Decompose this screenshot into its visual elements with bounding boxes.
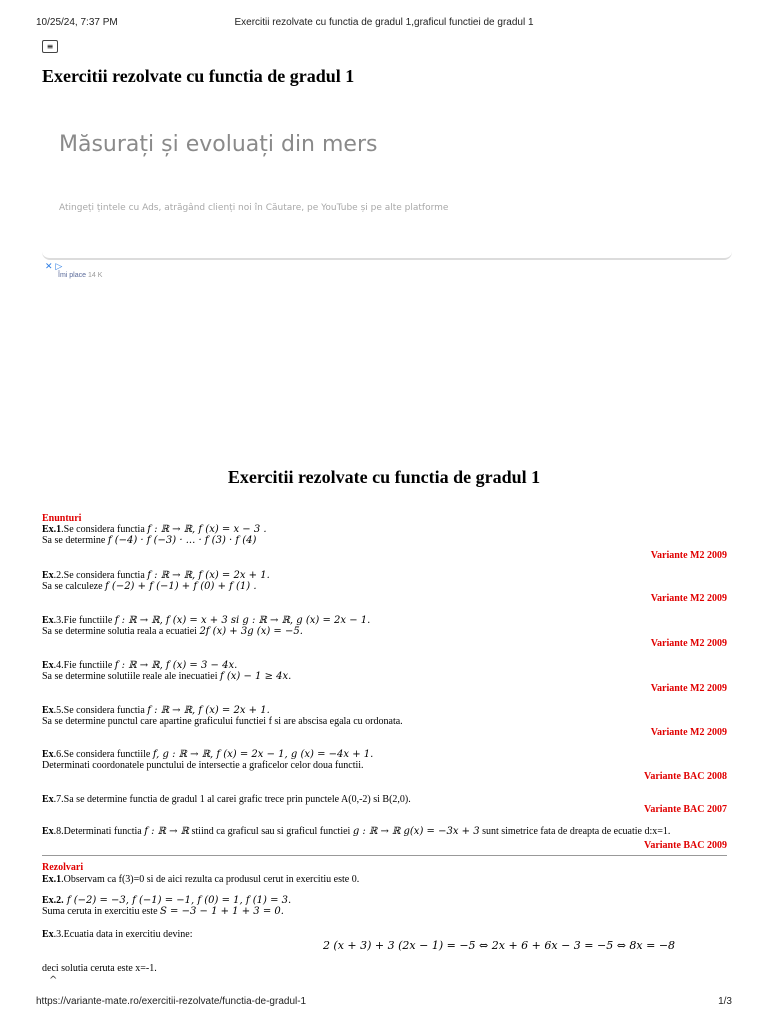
site-title: Exercitii rezolvate cu functia de gradul 1 [42,66,355,86]
exercise-7: Ex.7.Sa se determine functia de gradul 1 al carei grafic trece prin punctele A(0,-2) si B(2,0). [42,794,411,805]
exercise-1-formula: f : ℝ → ℝ, f (x) = x − 3 . [147,524,267,535]
exercise-3: Ex.3.Fie functiile f : ℝ → ℝ, f (x) = x + 3 si g : ℝ → ℝ, g (x) = 2x − 1. Sa se determine solutia reala a ecuatiei 2f (x) + 3g (x) = −5. [42,615,371,637]
scroll-up-icon[interactable]: ^ [49,975,58,986]
exercise-4: Ex.4.Fie functiile f : ℝ → ℝ, f (x) = 3 − 4x. Sa se determine solutiile reale ale inecuatiei f (x) − 1 ≥ 4x. [42,660,292,682]
ad-banner[interactable] [42,110,732,260]
exercise-1: Ex.1.Se considera functia f : ℝ → ℝ, f (x) = x − 3 . Sa se determine f (−4) · f (−3) · ... · f (3) · f (4) [42,524,267,546]
section-divider [42,855,727,856]
exercise-8-source: Variante BAC 2009 [644,840,727,851]
exercise-5: Ex.5.Se considera functia f : ℝ → ℝ, f (x) = 2x + 1. Sa se determine punctul care apartine graficului functiei f si are abscisa egala cu ordonata. [42,705,403,727]
exercise-6: Ex.6.Se considera functiile f, g : ℝ → ℝ, f (x) = 2x − 1, g (x) = −4x + 1. Determinati coordonatele punctului de intersectie a graficelor celor doua functii. [42,749,374,771]
solution-3: Ex.3.Ecuatia data in exercitiu devine: [42,929,193,940]
exercise-1-source: Variante M2 2009 [650,550,727,561]
menu-icon[interactable]: ≡ [42,40,58,53]
ad-text: Atingeți țintele cu Ads, atrăgând clienți noi în Căutare, pe YouTube și pe alte platforme [59,203,449,213]
solution-1: Ex.1.Observam ca f(3)=0 si de aici rezulta ca produsul cerut in exercitiu este 0. [42,874,360,885]
solution-3-conclusion: deci solutia ceruta este x=-1. [42,963,157,974]
print-page-number: 1/3 [718,996,732,1007]
exercise-2-source: Variante M2 2009 [650,593,727,604]
print-footer [0,996,768,1010]
print-header [0,17,768,31]
article-title: Exercitii rezolvate cu functia de gradul 1 [227,467,541,487]
exercise-2: Ex.2.Se considera functia f : ℝ → ℝ, f (x) = 2x + 1. Sa se calculeze f (−2) + f (−1) + f (0) + f (1) . [42,570,270,592]
exercise-4-source: Variante M2 2009 [650,683,727,694]
exercise-5-source: Variante M2 2009 [650,727,727,738]
print-page-title: Exercitii rezolvate cu functia de gradul 1,graficul functiei de gradul 1 [234,17,534,28]
exercise-6-source: Variante BAC 2008 [644,771,727,782]
solution-2: Ex.2. f (−2) = −3, f (−1) = −1, f (0) = 1, f (1) = 3. Suma ceruta in exercitiu este S = −3 − 1 + 1 + 3 = 0. [42,895,292,917]
exercise-3-source: Variante M2 2009 [650,638,727,649]
exercise-7-source: Variante BAC 2007 [644,804,727,815]
print-url: https://variante-mate.ro/exercitii-rezolvate/functia-de-gradul-1 [36,996,307,1007]
ad-headline[interactable]: Măsurați și evoluați din mers [59,132,378,157]
ad-like-label: Îmi place [58,272,87,279]
ad-like[interactable] [58,272,102,279]
solution-3-equation: 2 (x + 3) + 3 (2x − 1) = −5 ⇔ 2x + 6 + 6x − 3 = −5 ⇔ 8x = −8 [322,939,676,952]
print-datetime: 10/25/24, 7:37 PM [36,17,118,28]
ad-like-count: 14 K [87,272,103,279]
enunturi-heading: Enunturi [42,513,82,524]
ad-choices-icon[interactable]: ✕ ▷ [45,262,63,272]
exercise-8: Ex.8.Determinati functia f : ℝ → ℝ stiind ca graficul sau si graficul functiei g : ℝ → ℝ g(x) = −3x + 3 sunt simetrice fata de dreapta de ecuatie d:x=1. [42,826,671,837]
rezolvari-heading: Rezolvari [42,862,84,873]
